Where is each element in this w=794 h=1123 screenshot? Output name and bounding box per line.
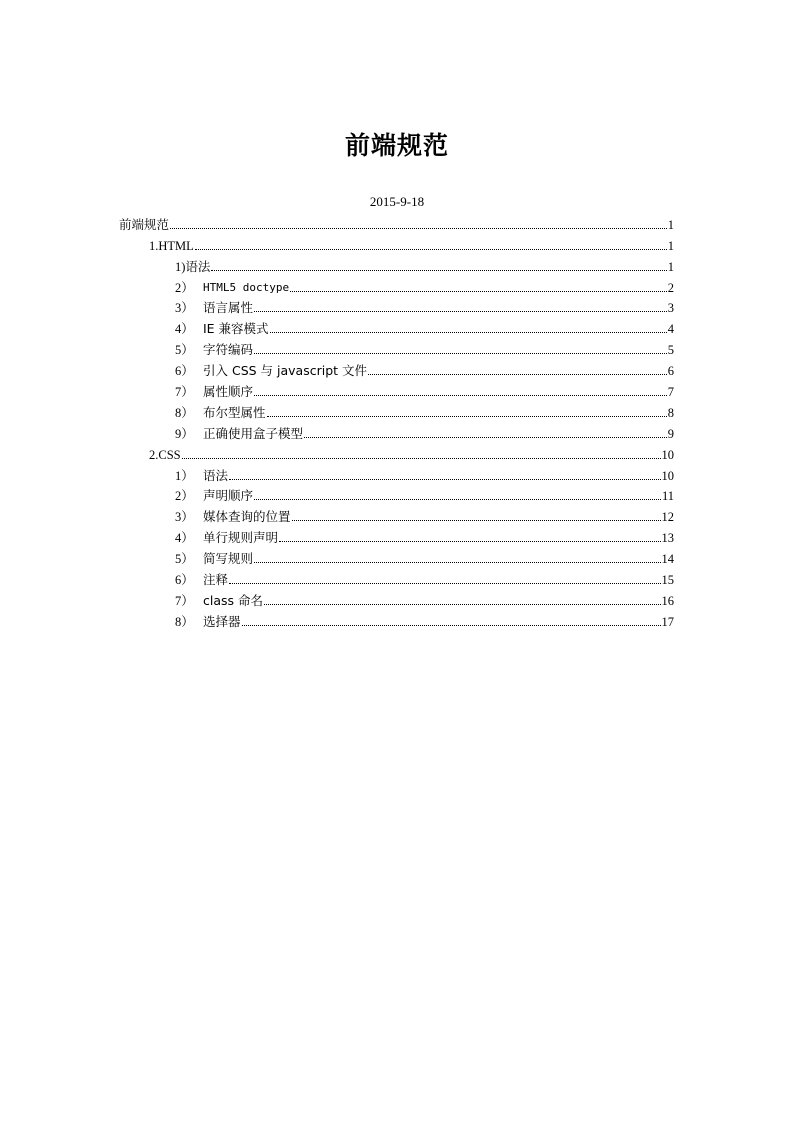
toc-entry-page-number: 8 [667, 405, 674, 420]
toc-entry[interactable] [119, 587, 674, 608]
toc-entry[interactable] [119, 274, 674, 295]
toc-entry-page-number: 1 [667, 238, 674, 253]
toc-entry[interactable] [119, 462, 674, 483]
toc-dot-leader [211, 270, 666, 271]
toc-dot-leader [290, 291, 667, 292]
toc-entry-number: 6） [175, 364, 194, 379]
toc-entry[interactable] [119, 524, 674, 545]
toc-entry-number: 1） [175, 468, 194, 483]
toc-entry-label: 布尔型属性 [203, 404, 266, 420]
toc-entry[interactable] [119, 608, 674, 629]
toc-entry[interactable] [119, 211, 674, 232]
toc-dot-leader [170, 228, 667, 229]
toc-entry-label: 正确使用盒子模型 [203, 425, 304, 441]
toc-dot-leader [229, 583, 660, 584]
toc-entry[interactable] [119, 399, 674, 420]
toc-entry-number: 3） [175, 301, 194, 316]
toc-entry[interactable] [119, 503, 674, 524]
toc-entry-page-number: 10 [661, 468, 674, 483]
toc-dot-leader [267, 416, 667, 417]
toc-entry-number: 7） [175, 593, 194, 608]
toc-entry-number: 5） [175, 343, 194, 358]
toc-entry-page-number: 2 [667, 280, 674, 295]
toc-entry[interactable] [119, 378, 674, 399]
toc-entry[interactable] [119, 232, 674, 253]
toc-entry-label: 单行规则声明 [203, 530, 279, 546]
toc-entry[interactable] [119, 315, 674, 336]
toc-entry-number: 1. [149, 238, 159, 253]
toc-entry-label: 简写规则 [203, 551, 254, 567]
toc-entry-number: 4） [175, 322, 194, 337]
toc-entry[interactable] [119, 441, 674, 462]
toc-entry[interactable] [119, 566, 674, 587]
toc-entry-number: 7） [175, 385, 194, 400]
toc-entry-page-number: 13 [661, 531, 674, 546]
toc-entry-label: 选择器 [203, 613, 241, 629]
document-date: 2015-9-18 [369, 194, 425, 209]
toc-entry-label: 字符编码 [203, 342, 254, 358]
toc-dot-leader [254, 311, 667, 312]
toc-entry-label: 注释 [203, 572, 229, 588]
toc-entry-number: 3） [175, 510, 194, 525]
toc-entry-page-number: 6 [667, 364, 674, 379]
toc-dot-leader [254, 499, 661, 500]
toc-entry-label: 语言属性 [203, 300, 254, 316]
toc-entry-page-number: 9 [667, 426, 674, 441]
toc-entry-label: IE 兼容模式 [203, 321, 269, 337]
toc-entry[interactable] [119, 357, 674, 378]
toc-entry-number: 6） [175, 573, 194, 588]
toc-entry-number: 9） [175, 426, 194, 441]
toc-entry-number: 1) [175, 259, 186, 274]
toc-dot-leader [279, 541, 660, 542]
toc-entry-page-number: 7 [667, 385, 674, 400]
toc-entry[interactable] [119, 483, 674, 504]
toc-entry-page-number: 10 [661, 447, 674, 462]
toc-entry[interactable] [119, 420, 674, 441]
toc-dot-leader [254, 562, 660, 563]
toc-entry[interactable] [119, 295, 674, 316]
toc-entry-number: 8） [175, 614, 194, 629]
toc-dot-leader [182, 458, 661, 459]
toc-entry-label: HTML [158, 238, 194, 253]
toc-entry-page-number: 1 [667, 259, 674, 274]
toc-dot-leader [304, 437, 667, 438]
toc-entry[interactable] [119, 336, 674, 357]
toc-entry-label: 属性顺序 [203, 384, 254, 400]
toc-entry-label: 语法 [185, 258, 211, 274]
toc-entry-number: 2） [175, 280, 194, 295]
toc-dot-leader [254, 353, 667, 354]
toc-dot-leader [229, 479, 660, 480]
toc-dot-leader [254, 395, 667, 396]
toc-entry-number: 4） [175, 531, 194, 546]
toc-entry-label: CSS [158, 447, 181, 462]
table-of-contents [119, 211, 674, 629]
toc-entry-page-number: 14 [661, 552, 674, 567]
toc-entry-page-number: 5 [667, 343, 674, 358]
document-title: 前端规范 [344, 131, 449, 160]
toc-dot-leader [264, 604, 660, 605]
toc-entry-label: 前端规范 [119, 216, 170, 232]
toc-entry-label: 语法 [203, 467, 229, 483]
toc-entry-number: 2） [175, 489, 194, 504]
toc-dot-leader [368, 374, 667, 375]
toc-dot-leader [195, 249, 667, 250]
toc-entry-label: 引入 CSS 与 javascript 文件 [203, 363, 368, 379]
toc-entry-page-number: 16 [661, 593, 674, 608]
toc-entry-label: 声明顺序 [203, 488, 254, 504]
toc-entry-label: class 命名 [203, 592, 264, 608]
toc-entry-page-number: 3 [667, 301, 674, 316]
toc-entry-page-number: 15 [661, 573, 674, 588]
toc-entry[interactable] [119, 253, 674, 274]
toc-entry-number: 5） [175, 552, 194, 567]
toc-entry-page-number: 11 [661, 489, 674, 504]
toc-entry-number: 8） [175, 405, 194, 420]
toc-entry-page-number: 17 [661, 614, 674, 629]
toc-entry-label: 媒体查询的位置 [203, 509, 291, 525]
toc-entry-page-number: 4 [667, 322, 674, 337]
toc-entry-label: HTML5 doctype [203, 280, 290, 294]
toc-dot-leader [292, 520, 661, 521]
toc-dot-leader [270, 332, 667, 333]
toc-dot-leader [242, 625, 661, 626]
toc-entry-page-number: 1 [667, 217, 674, 232]
toc-entry-number: 2. [149, 447, 159, 462]
toc-entry[interactable] [119, 545, 674, 566]
toc-entry-page-number: 12 [661, 510, 674, 525]
